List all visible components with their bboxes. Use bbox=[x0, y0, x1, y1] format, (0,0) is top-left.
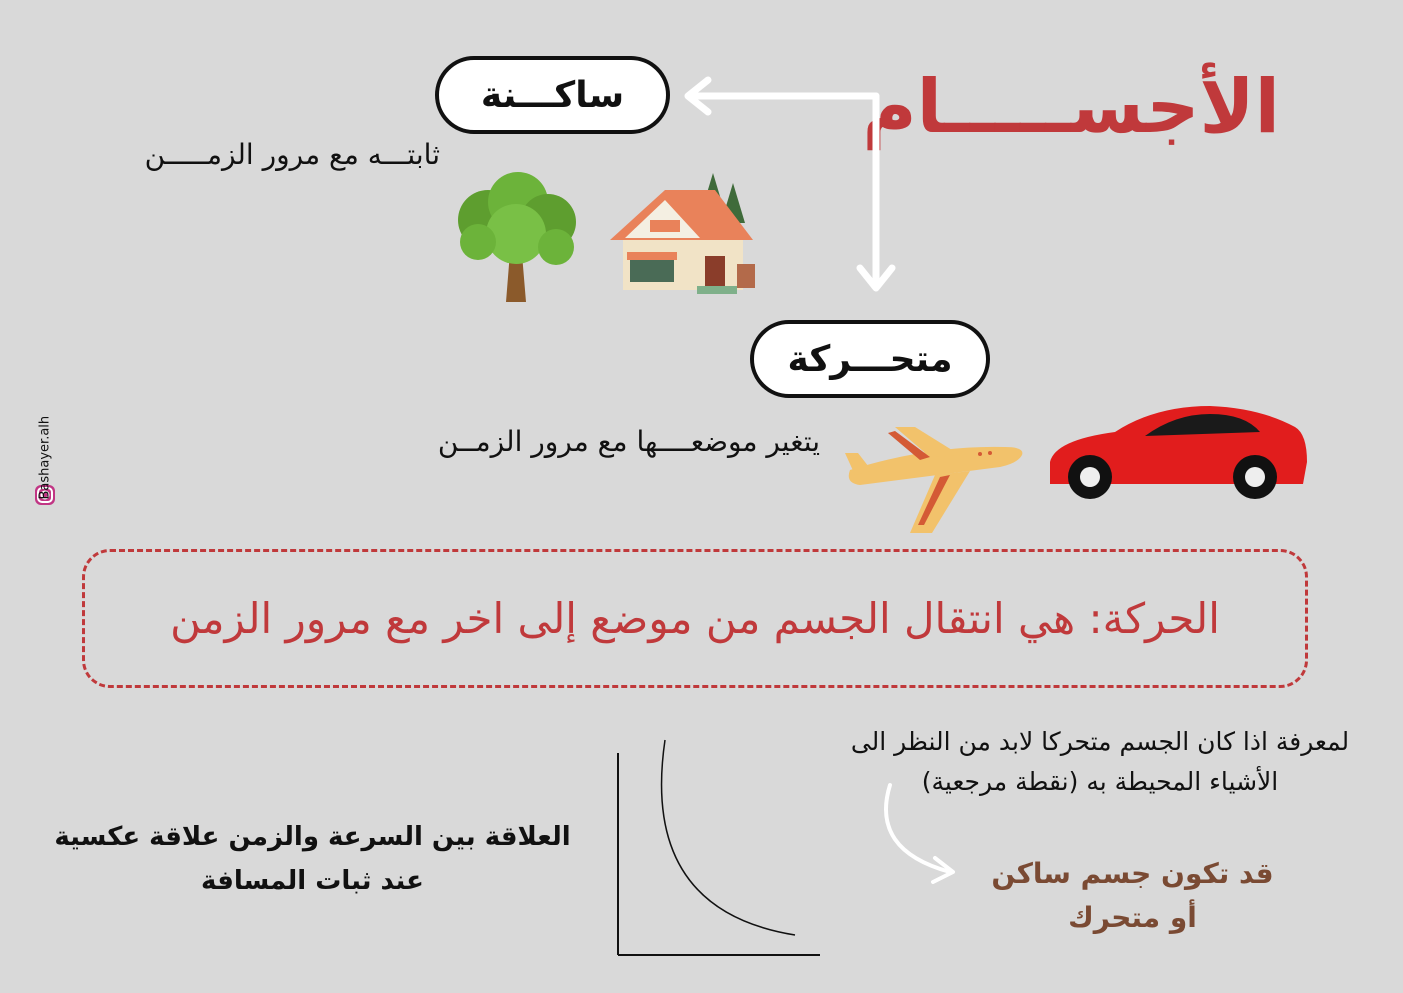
inverse-relation-graph bbox=[610, 735, 825, 960]
static-category-label: ساكـــنة bbox=[480, 74, 625, 116]
watermark-handle: Bashayer.alh bbox=[37, 415, 53, 500]
watermark bbox=[30, 380, 60, 510]
page-title: الأجســـــام bbox=[862, 64, 1280, 150]
state-note bbox=[990, 852, 1275, 940]
moving-category-label: متحـــركة bbox=[787, 338, 953, 380]
relation-note bbox=[40, 815, 585, 903]
static-description: ثابتـــه مع مرور الزمـــــن bbox=[144, 138, 440, 171]
relation-note-line1: العلاقة بين السرعة والزمن علاقة عكسية bbox=[54, 822, 571, 852]
moving-description: يتغير موضعــــها مع مرور الزمــن bbox=[437, 425, 820, 458]
reference-note-line1: لمعرفة اذا كان الجسم متحركا لابد من النظر الى bbox=[850, 727, 1350, 756]
motion-definition: الحركة: هي انتقال الجسم من موضع إلى اخر مع مرور الزمن bbox=[170, 594, 1220, 643]
state-note-line1: قد تكون جسم ساكن bbox=[991, 857, 1274, 890]
relation-note-line2: عند ثبات المسافة bbox=[201, 866, 424, 896]
reference-note-line2: الأشياء المحيطة به (نقطة مرجعية) bbox=[921, 767, 1279, 796]
state-note-line2: أو متحرك bbox=[1068, 901, 1197, 934]
